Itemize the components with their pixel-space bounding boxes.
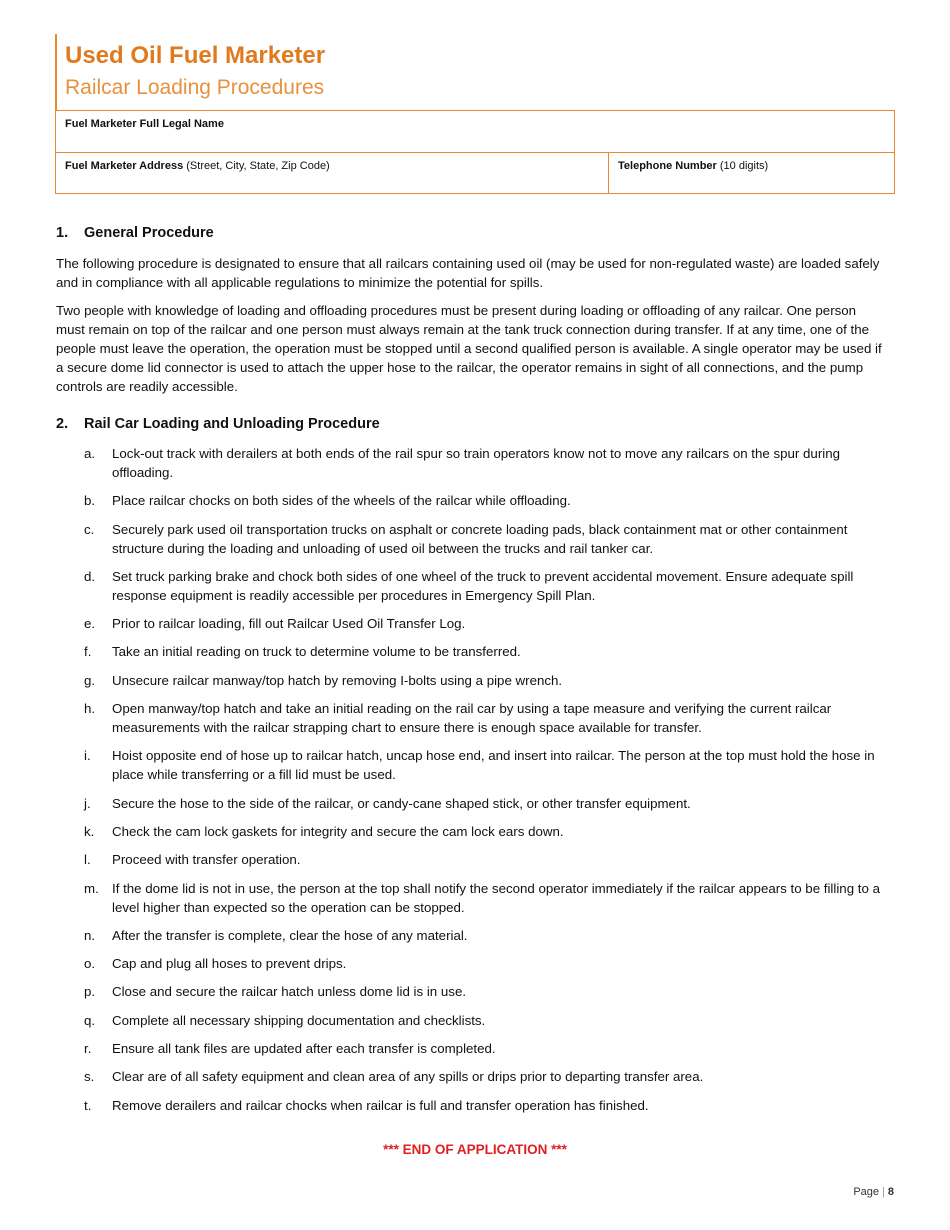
item-text: Secure the hose to the side of the railcar, or candy-cane shaped stick, or other transfer equipment. (112, 795, 691, 811)
list-item (56, 954, 896, 973)
page-subtitle: Railcar Loading Procedures (65, 76, 325, 99)
item-letter: t. (84, 1097, 92, 1113)
list-item (56, 491, 896, 510)
item-letter: a. (84, 446, 96, 461)
item-letter: e. (84, 616, 96, 632)
item-letter: m. (84, 880, 99, 896)
list-item (56, 1039, 896, 1058)
item-text: Clear are of all safety equipment and clean area of any spills or drips prior to departing transfer area. (112, 1069, 704, 1085)
section-number: 1. (56, 225, 69, 241)
section-heading-general-procedure (56, 225, 214, 241)
list-item (56, 444, 896, 482)
item-letter: r. (84, 1041, 92, 1057)
page-label: Page (853, 1186, 880, 1198)
list-item (56, 567, 896, 605)
section-number: 2. (56, 416, 69, 432)
section-heading-loading-procedure (56, 416, 380, 432)
list-item (56, 1067, 896, 1086)
section-title: General Procedure (84, 225, 214, 241)
item-text: Take an initial reading on truck to determine volume to be transferred. (112, 644, 521, 660)
item-letter: b. (84, 493, 96, 509)
phone-hint: (10 digits) (719, 160, 769, 172)
legal-name-label: Fuel Marketer Full Legal Name (65, 118, 224, 130)
item-letter: f. (84, 644, 92, 660)
item-text: Set truck parking brake and chock both sides of one wheel of the truck to prevent accidental movement. Ensure adequate spill response equipment is readily accessible per procedures in Emergency Spill Plan. (112, 568, 854, 603)
item-text: If the dome lid is not in use, the person at the top shall notify the second operator immediately if the railcar appears to be filling to a level higher than expected so the operation can be stopped. (112, 880, 880, 915)
item-text: Proceed with transfer operation. (112, 852, 301, 868)
list-item (56, 850, 896, 869)
page-separator: | (882, 1186, 885, 1198)
list-item (56, 879, 896, 917)
item-letter: c. (84, 521, 95, 537)
item-letter: h. (84, 701, 96, 717)
list-item (56, 520, 896, 558)
list-item (56, 1096, 896, 1115)
list-item (56, 614, 896, 633)
item-letter: l. (84, 852, 91, 868)
list-item (56, 982, 896, 1001)
list-item (56, 699, 896, 737)
item-text: Check the cam lock gaskets for integrity and secure the cam lock ears down. (112, 823, 564, 839)
item-text: Close and secure the railcar hatch unless dome lid is in use. (112, 984, 467, 1000)
item-letter: s. (84, 1069, 95, 1085)
paragraph: The following procedure is designated to ensure that all railcars containing used oil (may be used for non-regulated waste) are loaded safely and in compliance with all applicable regulations to minimize the potential for spills. (56, 256, 880, 290)
marketer-info-form (55, 110, 895, 194)
item-text: Place railcar chocks on both sides of the wheels of the railcar while offloading. (112, 493, 571, 509)
procedure-steps-list (56, 444, 896, 1124)
section-title: Rail Car Loading and Unloading Procedure (84, 416, 380, 432)
item-text: Hoist opposite end of hose up to railcar hatch, uncap hose end, and insert into railcar. The person at the top must hold the hose in place while transferring or a fill lid must be used. (112, 748, 875, 783)
list-item (56, 926, 896, 945)
item-letter: j. (84, 795, 91, 811)
page-footer (853, 1186, 894, 1198)
list-item (56, 746, 896, 784)
item-letter: o. (84, 956, 96, 972)
item-text: Open manway/top hatch and take an initial reading on the rail car by using a tape measure and verifying the current railcar measurements with the railcar strapping chart to ensure there is enough space available for transfer. (112, 701, 832, 736)
item-text: Ensure all tank files are updated after each transfer is completed. (112, 1041, 496, 1057)
list-item (56, 642, 896, 661)
item-text: Unsecure railcar manway/top hatch by removing I-bolts using a pipe wrench. (112, 672, 563, 688)
item-letter: q. (84, 1012, 96, 1028)
item-text: Prior to railcar loading, fill out Railcar Used Oil Transfer Log. (112, 616, 466, 632)
item-text: Securely park used oil transportation trucks on asphalt or concrete loading pads, black containment mat or other containment structure during the loading and unloading of used oil between the trucks and rail tanker car. (112, 521, 848, 556)
item-text: After the transfer is complete, clear the hose of any material. (112, 927, 468, 943)
list-item (56, 671, 896, 690)
header-accent-bar (55, 34, 57, 110)
page-number: 8 (887, 1186, 894, 1198)
item-text: Complete all necessary shipping documentation and checklists. (112, 1012, 486, 1028)
item-letter: n. (84, 927, 96, 943)
address-label: Fuel Marketer Address (65, 160, 184, 172)
item-text: Cap and plug all hoses to prevent drips. (112, 956, 347, 972)
item-text: Remove derailers and railcar chocks when railcar is full and transfer operation has finished. (112, 1097, 649, 1113)
address-field[interactable] (56, 153, 609, 194)
item-letter: i. (84, 748, 91, 764)
list-item (56, 822, 896, 841)
address-hint: (Street, City, State, Zip Code) (186, 160, 330, 172)
page-title: Used Oil Fuel Marketer (65, 42, 326, 69)
legal-name-field[interactable] (56, 111, 895, 153)
phone-field[interactable] (609, 153, 895, 194)
item-text: Lock-out track with derailers at both ends of the rail spur so train operators know not to move any railcars on the spur during offloading. (112, 446, 841, 480)
list-item (56, 794, 896, 813)
item-letter: d. (84, 568, 96, 584)
item-letter: k. (84, 823, 95, 839)
end-of-application-note: *** END OF APPLICATION *** (383, 1142, 567, 1157)
item-letter: g. (84, 672, 96, 688)
item-letter: p. (84, 984, 96, 1000)
phone-label: Telephone Number (618, 160, 717, 172)
list-item (56, 1011, 896, 1030)
paragraph: Two people with knowledge of loading and offloading procedures must be present during loading or offloading of any railcar. One person must remain on top of the railcar and one person must always remain at the tank truck connection during transfer. If at any time, one of the people must leave the operation, the operation must be stopped until a second qualified person is available. A single operator may be used if a secure dome lid connector is used to attach the upper hose to the railcar, the operator remains in sight of all connections, and the pump controls are readily accessible. (56, 303, 882, 394)
